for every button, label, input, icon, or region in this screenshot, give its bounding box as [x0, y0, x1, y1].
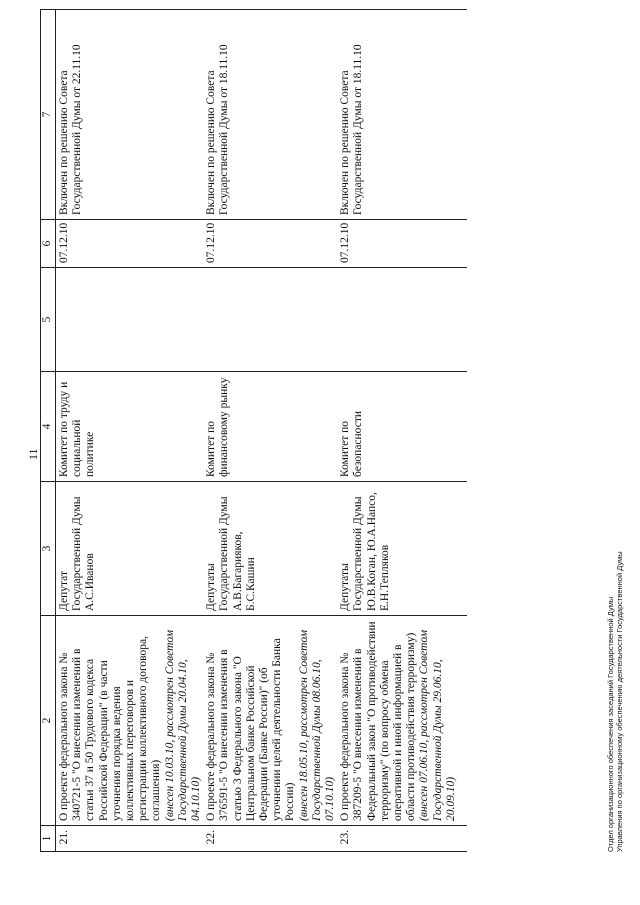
column-5-cell [203, 268, 337, 372]
row-number: 23. [337, 826, 467, 852]
column-header-2: 2 [41, 616, 56, 826]
page-number: 11 [26, 448, 40, 460]
bill-author: Депутат Государственной Думы А.С.Иванов [56, 482, 204, 616]
review-date: 07.12.10 [337, 220, 467, 268]
responsible-committee: Комитет по труду и социальной политике [56, 372, 204, 482]
responsible-committee: Комитет по финансовому рынку [203, 372, 337, 482]
bill-note: (внесен 10.03.10, рассмотрен Советом Государственной Думы 20.04.10, 04.10.10) [163, 629, 203, 821]
review-date: 07.12.10 [203, 220, 337, 268]
table-row [56, 10, 204, 852]
bill-author: Депутаты Государственной Думы А.В.Багарияков, Б.С.Кашин [203, 482, 337, 616]
bill-title: О проекте федерального закона № 376591-5 "О внесении изменения в статью 3 Федерального закона "О Центральном банке Российской Федерации (Банке России)" (об уточнении целей деятельности Банка России) [205, 638, 297, 821]
table-row [203, 10, 337, 852]
row-number: 22. [203, 826, 337, 852]
bill-title-cell [337, 616, 467, 826]
table-row [337, 10, 467, 852]
rotated-document-page [8, 10, 628, 890]
column-header-5: 5 [41, 268, 56, 372]
footer-line-2: Управления по организационному обеспечению деятельности Государственной Думы [615, 551, 624, 852]
column-5-cell [337, 268, 467, 372]
bill-title-cell [203, 616, 337, 826]
column-header-4: 4 [41, 372, 56, 482]
column-header-7: 7 [41, 10, 56, 220]
bill-author: Депутаты Государственной Думы Ю.В.Коган, Ю.А.Напсо, Е.Н.Тепляков [337, 482, 467, 616]
bill-title: О проекте федерального закона № 387209-5 "О внесении изменений в Федеральный закон "О противодействии терроризму" (по вопросу обмена оперативной и иной информацией в области противодействия терроризму) [339, 621, 418, 821]
agenda-table [40, 9, 467, 852]
inclusion-status: Включен по решению Совета Государственной Думы от 18.11.10 [203, 10, 337, 220]
bill-note: (внесен 07.06.10, рассмотрен Советом Государственной Думы 29.06.10, 20.09.10) [418, 629, 457, 821]
inclusion-status: Включен по решению Совета Государственной Думы от 18.11.10 [337, 10, 467, 220]
column-header-1: 1 [41, 826, 56, 852]
responsible-committee: Комитет по безопасности [337, 372, 467, 482]
bill-title: О проекте федерального закона № 340721-5 "О внесении изменений в статьи 37 и 50 Трудового кодекса Российской Федерации" (в части уточнения порядка ведения коллективных переговоров и регистрации коллективного договора, соглашения) [58, 636, 163, 821]
column-5-cell [56, 268, 204, 372]
document-footer [606, 551, 624, 852]
bill-note: (внесен 18.05.10, рассмотрен Советом Государственной Думы 08.06.10, 07.10.10) [297, 629, 337, 821]
footer-line-1: Отдел организационного обеспечения заседаний Государственной Думы [606, 596, 615, 852]
row-number: 21. [56, 826, 204, 852]
column-header-3: 3 [41, 482, 56, 616]
column-header-6: 6 [41, 220, 56, 268]
table-header [41, 10, 56, 852]
review-date: 07.12.10 [56, 220, 204, 268]
bill-title-cell [56, 616, 204, 826]
inclusion-status: Включен по решению Совета Государственной Думы от 22.11.10 [56, 10, 204, 220]
